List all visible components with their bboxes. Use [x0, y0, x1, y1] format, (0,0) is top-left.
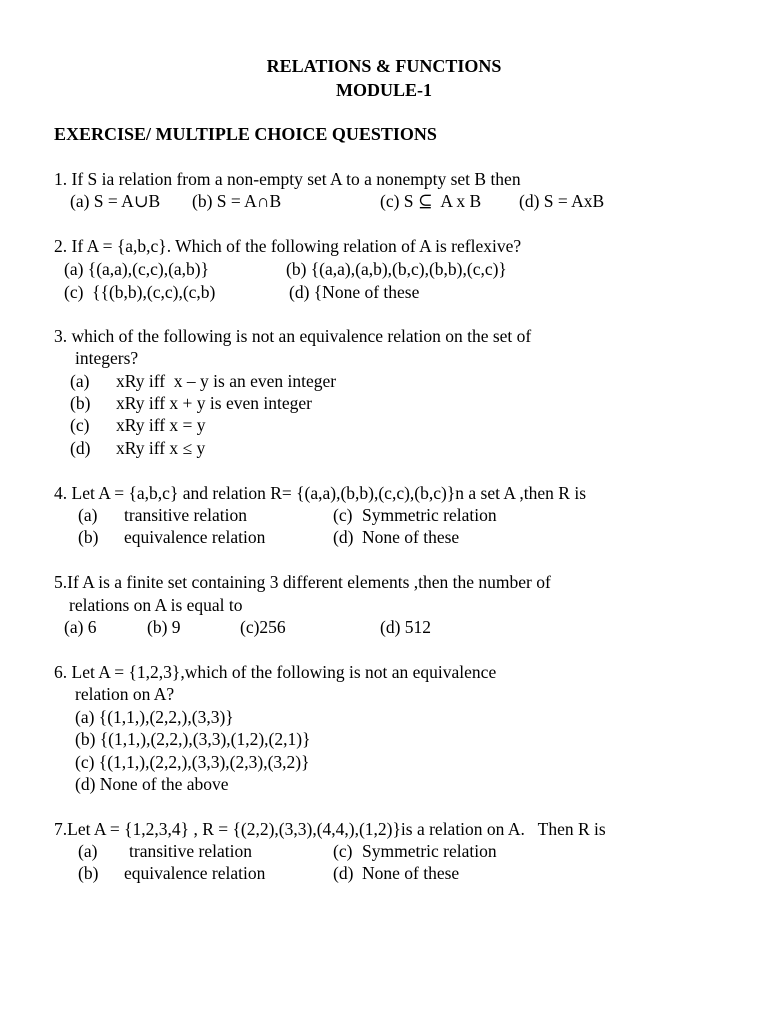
exercise-heading: EXERCISE/ MULTIPLE CHOICE QUESTIONS	[54, 124, 437, 144]
question-7-option-d-text: None of these	[362, 863, 460, 883]
document-title: RELATIONS & FUNCTIONS	[266, 56, 502, 76]
question-6-text-continued: relation on A?	[75, 684, 175, 704]
question-6-option-b: (b) {(1,1,),(2,2,),(3,3),(1,2),(2,1)}	[75, 729, 311, 749]
question-3-option-b-label: (b)	[70, 393, 91, 413]
question-5-text: 5.If A is a finite set containing 3 different elements ,then the number of	[54, 572, 551, 592]
question-2-option-d: (d) {None of these	[289, 282, 420, 302]
question-7-text: 7.Let A = {1,2,3,4} , R = {(2,2),(3,3),(4,4,),(1,2)}is a relation on A. Then R is	[54, 819, 606, 839]
question-4-option-d: (d)	[333, 527, 354, 547]
question-6-text: 6. Let A = {1,2,3},which of the following is not an equivalence	[54, 662, 497, 682]
question-2-option-a: (a) {(a,a),(c,c),(a,b)}	[64, 259, 210, 279]
question-5-option-a: (a) 6	[64, 617, 97, 637]
question-7-option-a-label: (a)	[78, 841, 98, 861]
question-3-option-d-label: (d)	[70, 438, 91, 458]
question-7-option-b-label: (b)	[78, 863, 99, 883]
question-6-option-d: (d) None of the above	[75, 774, 229, 794]
question-7-option-a: transitive relation	[129, 841, 252, 861]
question-4-option-a: transitive relation	[124, 505, 247, 525]
question-7-option-c-text: Symmetric relation	[362, 841, 497, 861]
question-4-option-d-text: None of these	[362, 527, 460, 547]
question-4-option-a-label: (a)	[78, 505, 98, 525]
question-6-option-c: (c) {(1,1,),(2,2,),(3,3),(2,3),(3,2)}	[75, 752, 310, 772]
question-5-option-d: (d) 512	[380, 617, 432, 637]
question-3-option-c-label: (c)	[70, 415, 90, 435]
question-3-option-d: xRy iff x ≤ y	[116, 438, 206, 458]
question-4-option-b-label: (b)	[78, 527, 99, 547]
question-3-option-a: xRy iff x – y is an even integer	[116, 371, 337, 391]
question-7-option-d: (d)	[333, 863, 354, 883]
module-title: MODULE-1	[336, 80, 432, 100]
question-1-option-d: (d) S = AxB	[519, 191, 605, 211]
question-5-option-c: (c)256	[240, 617, 286, 637]
question-4-option-c-text: Symmetric relation	[362, 505, 497, 525]
question-3-option-c: xRy iff x = y	[116, 415, 206, 435]
question-7-option-c: (c)	[333, 841, 353, 861]
question-3-text-continued: integers?	[75, 348, 139, 368]
question-1-option-c: (c) S ⊆ A x B	[380, 191, 482, 211]
question-3-option-a-label: (a)	[70, 371, 90, 391]
question-4-option-b: equivalence relation	[124, 527, 266, 547]
question-7-option-b: equivalence relation	[124, 863, 266, 883]
question-5-option-b: (b) 9	[147, 617, 181, 637]
question-2-option-b: (b) {(a,a),(a,b),(b,c),(b,b),(c,c)}	[286, 259, 507, 279]
question-2-text: 2. If A = {a,b,c}. Which of the following relation of A is reflexive?	[54, 236, 522, 256]
question-6-option-a: (a) {(1,1,),(2,2,),(3,3)}	[75, 707, 234, 727]
question-5-text-continued: relations on A is equal to	[69, 595, 243, 615]
question-1-option-a: (a) S = A∪B	[70, 191, 161, 211]
question-3-text: 3. which of the following is not an equivalence relation on the set of	[54, 326, 532, 346]
question-3-option-b: xRy iff x + y is even integer	[116, 393, 312, 413]
question-1-text: 1. If S ia relation from a non-empty set A to a nonempty set B then	[54, 169, 521, 189]
question-4-text: 4. Let A = {a,b,c} and relation R= {(a,a),(b,b),(c,c),(b,c)}n a set A ,then R is	[54, 483, 587, 503]
question-4-option-c: (c)	[333, 505, 353, 525]
question-2-option-c: (c) {{(b,b),(c,c),(c,b)	[64, 282, 216, 302]
question-1-option-b: (b) S = A∩B	[192, 191, 282, 211]
